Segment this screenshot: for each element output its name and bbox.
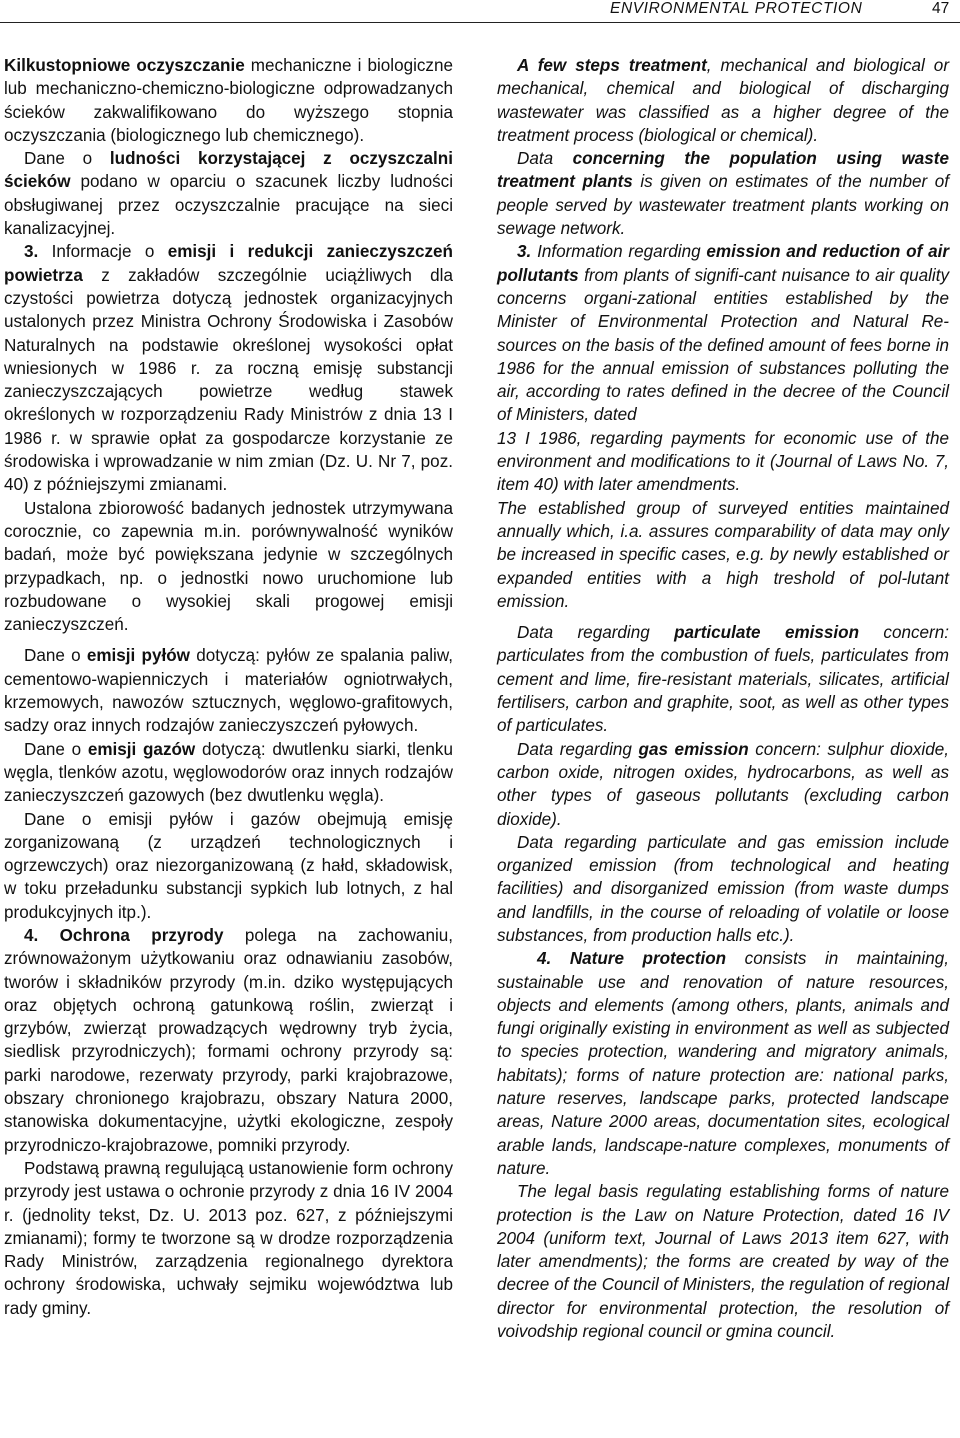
- en-p3-bold: emission and reduction of air pollutants: [497, 242, 950, 285]
- running-title: ENVIRONMENTAL PROTECTION: [610, 0, 863, 17]
- pl-paragraph-5: [4, 644, 453, 737]
- en-p2-bold: concerning the population using waste treatment plants: [497, 149, 950, 192]
- pl-p3-text-b: z zakładów szczególnie uciążliwych dla czystości powietrza dotyczą jednostek organizacyjnych ustalonych przez Ministra Ochrony Środowiska i Zasobów Naturalnych na podstawie określonej wysokości opłat wniesionych w 1986 r. za roczną emisję substancji zanieczyszczających powietrze według stawek określonych w rozporządzeniu Rady Ministrów z dnia 13 I 1986 r. w sprawie opłat za gospodarcze korzystanie ze środowiska i wprowadzanie w nim zmian (Dz. U. Nr 7, poz. 40) z późniejszymi zmianami.: [4, 265, 453, 495]
- pl-paragraph-7: Dane o emisji pyłów i gazów obejmują emisję zorganizowaną (z urządzeń technologicznych i ogrzewczych) oraz niezorganizowaną (z hałd, składowisk, w toku przeładunku substancji sypkich lub lotnych, z hal produkcyjnych itp.).: [4, 809, 453, 922]
- en-p3-text-a: Information regarding: [531, 242, 707, 262]
- pl-p3-number: 3.: [24, 242, 39, 262]
- en-p3-text-b: from plants of signifi-cant nuisance to air quality concerns organi-zational entities established by the Minister of Environmental Protection and Natural Re-sources on the basis of the defined amount of fees borne in 1986 for the annual emission of substances polluting the air, according to rates defined in the decree of the Council of Ministers, dated: [497, 265, 949, 425]
- pl-p1-text: mechaniczne i biologiczne lub mechaniczno-chemiczno-biologiczne odprowadzanych ścieków zakwalifikowano do wyższego stopnia oczyszczania (biologicznego lub chemicznego).: [4, 56, 453, 145]
- pl-paragraph-1: [4, 54, 453, 147]
- en-paragraph-1: [497, 54, 949, 147]
- pl-p6-text-b: dotyczą: dwutlenku siarki, tlenku węgla, tlenków azotu, węglowodorów oraz innych rodzajów zanieczyszczeń gazowych (bez dwutlenku węgla).: [4, 739, 453, 806]
- en-paragraph-8: Data regarding particulate and gas emission include organized emission (from technological and heating facilities) and disorganized emission (from waste dumps and landfills, in the course of reloading of volatile or loose substances, from production halls etc.).: [497, 832, 949, 945]
- pl-paragraph-9: Podstawą prawną regulującą ustanowienie form ochrony przyrody jest ustawa o ochronie przyrody z dnia 16 IV 2004 r. (jednolity tekst, Dz. U. 2013 poz. 627, z późniejszymi zmianami); formy te tworzone są w drodze rozporządzenia Rady Ministrów, zarządzenia regionalnego dyrektora ochrony środowiska, uchwały sejmiku województwa lub rady gminy.: [4, 1158, 453, 1318]
- en-paragraph-9: [497, 947, 949, 1180]
- en-p6-bold: particulate emission: [674, 623, 860, 643]
- pl-p6-bold: emisji gazów: [87, 739, 196, 759]
- en-p7-text-b: concern: sulphur dioxide, carbon oxide, nitrogen oxides, hydrocarbons, as well as other types of gaseous pollutants (excluding carbon dioxide).: [497, 739, 949, 829]
- polish-column: [4, 54, 453, 1320]
- en-p3-number: 3.: [517, 242, 532, 262]
- en-p1-bold: A few steps treatment: [517, 56, 707, 75]
- pl-p6-text-a: Dane o: [24, 739, 88, 759]
- pl-paragraph-2: [4, 147, 453, 240]
- en-paragraph-5: The established group of surveyed entities maintained annually which, i.a. assures comparability of data may only be increased in specific cases, e.g. by newly established or expanded entities with a high treshold of pol-lutant emission.: [497, 498, 949, 611]
- pl-p2-text-a: Dane o: [24, 149, 110, 169]
- en-paragraph-10: The legal basis regulating establishing forms of nature protection is the Law on Nature Protection, dated 16 IV 2004 (uniform text, Journal of Laws 2013 item 627, with later amendments); the forms are created by way of the decree of the Council of Ministers, the regulation of regional director for environmental protection, the resolution of voivodship regional council or gmina council.: [497, 1182, 949, 1342]
- pl-paragraph-4: Ustalona zbiorowość badanych jednostek utrzymywana corocznie, co zapewnia m.in. porównywalność wyników badań, może być powiększana jedynie w szczególnych przypadkach, np. o jednostki nowo uruchomione lub rozbudowane o wysokiej skali progowej emisji zanieczyszczeń.: [4, 498, 453, 635]
- en-p6-text-a: Data regarding: [517, 623, 675, 643]
- page-number: 47: [932, 0, 950, 17]
- pl-p2-bold: ludności korzystającej z oczyszczalni ścieków: [4, 149, 453, 192]
- pl-p5-text-b: dotyczą: pyłów ze spalania paliw, cementowo-wapienniczych i materiałów ogniotrwałych, krzemowych, nawozów sztucznych, węglowo-grafitowych, sadzy oraz innych rodzajów zanieczyszczeń pyłowych.: [4, 646, 453, 736]
- pl-p2-text-b: podano w oparciu o szacunek liczby ludności obsługiwanej przez oczyszczalnie pracujące na sieci kanalizacyjnej.: [4, 172, 453, 239]
- en-p9-bold: 4. Nature protection: [537, 949, 727, 969]
- pl-paragraph-6: [4, 738, 453, 808]
- en-p1-text: , mechanical and biological or mechanical, chemical and biological of discharging wastewater was classified as a higher degree of the treatment process (biological or chemical).: [497, 56, 950, 145]
- page-header: [0, 0, 960, 22]
- en-paragraph-7: [497, 738, 949, 831]
- pl-p3-text-a: Informacje o: [38, 242, 168, 262]
- pl-p1-bold: Kilkustopniowe oczyszczanie: [4, 56, 245, 75]
- en-p2-text-a: Data: [517, 149, 573, 169]
- pl-paragraph-3: [4, 240, 453, 496]
- en-p2-text-b: is given on estimates of the number of people served by wastewater treatment plants working on sewage network.: [497, 172, 949, 239]
- header-rule: [0, 22, 960, 23]
- en-p7-text-a: Data regarding: [517, 739, 639, 759]
- pl-paragraph-8: [4, 924, 453, 1157]
- pl-p5-text-a: Dane o: [24, 646, 87, 666]
- en-paragraph-4: 13 I 1986, regarding payments for economic use of the environment and modifications to it (Journal of Laws No. 7, item 40) with later amendments.: [497, 428, 949, 495]
- pl-p3-bold: emisji i redukcji zanieczyszczeń powietrza: [4, 242, 453, 285]
- pl-p8-bold: 4. Ochrona przyrody: [24, 925, 224, 945]
- en-p7-bold: gas emission: [638, 739, 749, 759]
- pl-p5-bold: emisji pyłów: [86, 646, 190, 666]
- en-paragraph-2: [497, 147, 949, 240]
- en-paragraph-6: [497, 621, 949, 737]
- en-paragraph-3: [497, 240, 949, 426]
- english-column: [497, 54, 949, 1343]
- pl-p8-text: polega na zachowaniu, zrównoważonym użytkowaniu oraz odnawianiu zasobów, tworów i składników przyrody (m.in. dziko występujących oraz objętych ochroną gatunkową roślin, zwierząt i grzybów, zwierząt prowadzących wędrowny tryb życia, siedlisk przyrodniczych); formami ochrony przyrody są: parki narodowe, rezerwaty przyrody, parki krajobrazowe, obszary chronionego krajobrazu, obszary Natura 2000, stanowiska dokumentacyjne, użytki ekologiczne, zespoły przyrodniczo-krajobrazowe, pomniki przyrody.: [4, 925, 454, 1155]
- en-p9-text: consists in maintaining, sustainable use and renovation of nature resources, objects and elements (among others, plants, animals and fungi originally existing in environment as well as subjected to species protection, wandering and migratory animals, habitats); forms of nature protection are: national parks, nature reserves, landscape parks, protected landscape areas, Nature 2000 areas, documentation sites, ecological arable lands, landscape-nature complexes, monuments of nature.: [497, 949, 949, 1178]
- en-p6-text-b: concern: particulates from the combustion of fuels, particulates from cement and lime, fire-resistant materials, silicates, artificial fertilisers, carbon and graphite, soot, as well as other types of particulates.: [497, 623, 949, 736]
